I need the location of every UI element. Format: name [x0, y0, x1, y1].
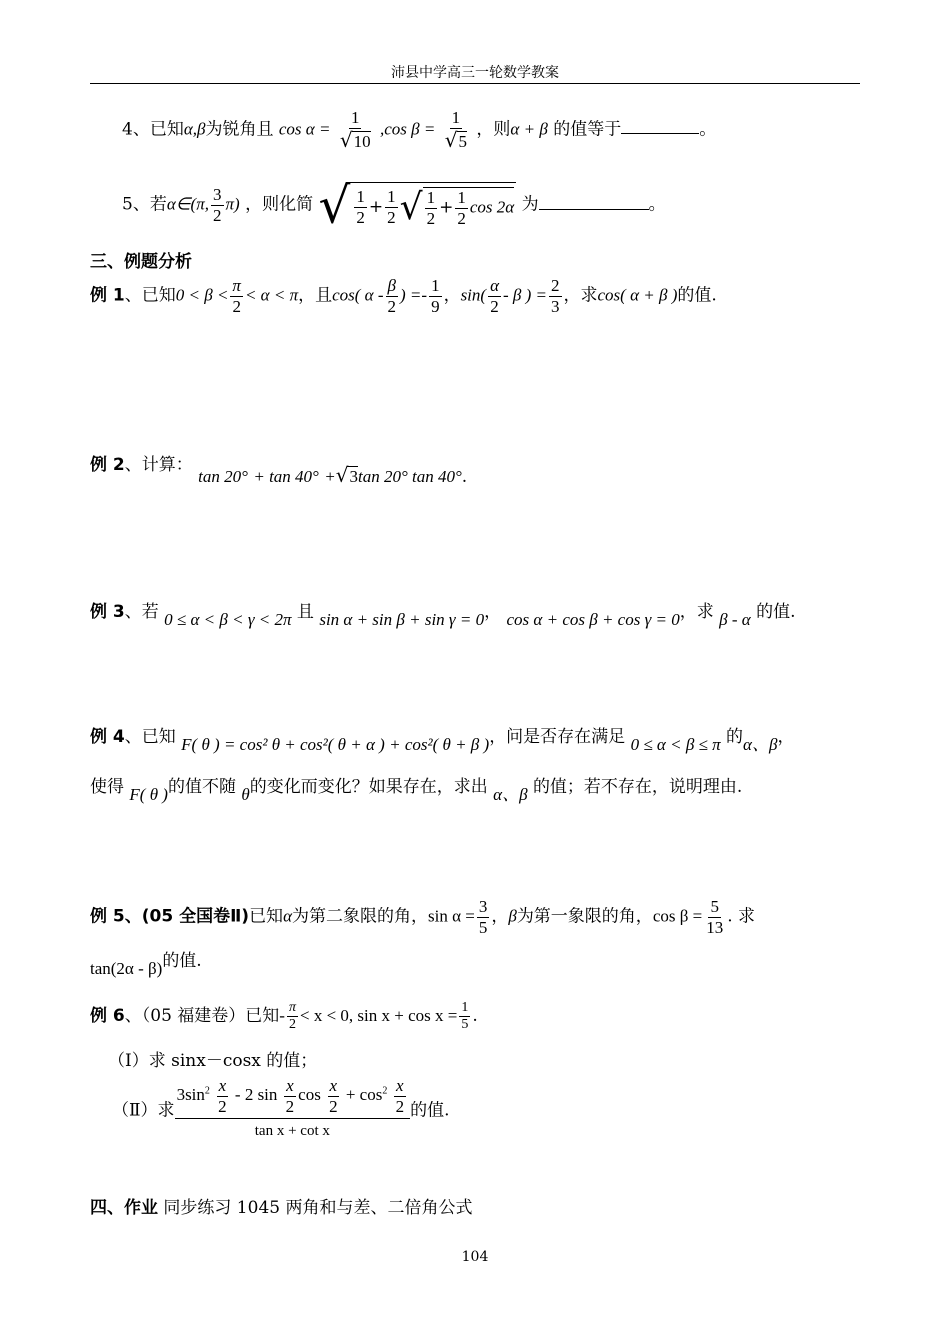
- ex1-text3: ，: [443, 285, 461, 306]
- ex6-two-2: 2: [285, 1096, 295, 1116]
- q5-half-den-3: 2: [426, 208, 436, 228]
- q5-half-2: [385, 187, 398, 227]
- ex5-label: 例 5: [90, 906, 125, 927]
- ex6-n: 1: [459, 1000, 470, 1017]
- example-2: 例 2、计算： tan 20° + tan 40° +√3tan 20° tan 40°.: [90, 455, 468, 487]
- ex1-three: 3: [551, 296, 560, 316]
- ex6-label: 例 6: [90, 1006, 125, 1027]
- ex4-theta: θ: [241, 785, 250, 804]
- ex6-part-2: [112, 1076, 882, 1140]
- ex1-two-2: 2: [387, 296, 397, 316]
- ex4-text3: 的: [726, 727, 744, 747]
- ex5-sin-alpha: sin α =: [428, 906, 475, 926]
- ex6-two-3: 2: [329, 1096, 338, 1116]
- ex1-cos-a: cos( α -: [332, 285, 384, 305]
- example-5: [90, 897, 860, 937]
- ex1-two-3: 2: [490, 296, 499, 316]
- ex6-part-1: （I）求 sinx－cosx 的值；: [108, 1051, 318, 1071]
- ex6-part2-suffix: 的值.: [410, 1100, 450, 1121]
- q5-end: 。: [648, 194, 666, 215]
- ex6-text1: 、（05 福建卷）已知: [124, 1006, 280, 1027]
- q4-end: 。: [699, 119, 717, 140]
- ex1-text4: ，求: [563, 285, 598, 306]
- ex6-d: 5: [461, 1017, 469, 1033]
- ex6-x-half-4: [394, 1076, 407, 1116]
- q4-answer-blank: [621, 133, 699, 134]
- ex3-text4: 的值.: [756, 602, 796, 622]
- q4-cos-beta: ,cos β =: [380, 119, 436, 139]
- q5-half-4: [455, 188, 468, 228]
- ex5-target: tan(2α - β): [90, 959, 163, 978]
- q5-text1: ，则化简: [245, 194, 314, 215]
- ex6-pi: π: [287, 1000, 298, 1017]
- ex6-x-half-1: [216, 1076, 229, 1116]
- ex1-target: cos( α + β ): [597, 285, 678, 305]
- ex1-nine: 9: [431, 296, 440, 316]
- q5-fraction: [211, 185, 224, 225]
- q4-num1: 1: [350, 108, 360, 127]
- ex1-two-n: 2: [551, 276, 560, 295]
- example-4-line-2: [90, 772, 860, 804]
- ex6-part2-prefix: （Ⅱ）求: [112, 1100, 175, 1121]
- ex1-sin-b: - β ) =: [503, 285, 548, 305]
- ex4-vars-2: α、β: [493, 785, 528, 804]
- q5-half-num-2: 1: [387, 187, 396, 207]
- question-4: [122, 108, 892, 152]
- ex6-one-fifth: [459, 1000, 470, 1033]
- example-3: [90, 597, 860, 629]
- ex4-function-short: F( θ ): [129, 785, 168, 804]
- ex1-alpha-half: [488, 276, 501, 316]
- ex6-two: 2: [288, 1017, 296, 1033]
- ex4-inequality: 0 ≤ α < β ≤ π: [630, 735, 721, 754]
- q5-half-3: [425, 188, 438, 228]
- q5-half-den-1: 2: [356, 208, 365, 227]
- q5-text2: 为: [521, 194, 539, 215]
- ex5-three-fifths: [477, 897, 490, 937]
- ex4-function: F( θ ) = cos² θ + cos²( θ + α ) + cos²( θ + β ): [181, 735, 490, 754]
- ex3-target: β - α: [719, 610, 751, 629]
- ex5-five-thirteenths: [704, 897, 725, 937]
- ex1-pi: π: [232, 276, 241, 295]
- ex2-end: .: [461, 467, 468, 487]
- q5-half-1: [354, 187, 367, 227]
- example-4: [90, 722, 860, 754]
- ex3-text1: 、若: [124, 602, 159, 622]
- ex1-alpha: α: [490, 276, 499, 295]
- ex1-one: 1: [431, 276, 440, 295]
- ex4-text4: ，: [777, 727, 795, 747]
- ex1-cos-b: ) =-: [400, 285, 428, 305]
- question-5: [122, 176, 892, 234]
- ex6-denominator: tan x + cot x: [254, 1123, 330, 1140]
- ex2-sqrt-arg: 3: [349, 467, 358, 486]
- page-header-title: 沛县中学高三一轮数学教案: [391, 65, 559, 81]
- q5-half-num-1: 1: [356, 187, 365, 207]
- q5-cond-a: α∈(π,: [166, 194, 209, 214]
- ex6-cond-b: < x < 0, sin x + cos x =: [299, 1006, 458, 1026]
- ex3-cos-equation: cos α + cos β + cos γ = 0: [506, 610, 680, 629]
- q5-half-den-4: 2: [457, 208, 466, 228]
- ex1-text2: ，且: [298, 285, 333, 306]
- ex6-numerator: $3\sin^2$ $\frac{x}{2}$ - 2 sin $\frac{x}{2}$ cos $\frac{x}{2}$ + $\cos^2$ $\frac{x}{2}$: [175, 1076, 411, 1119]
- q4-cos-alpha: cos α =: [278, 119, 331, 139]
- ex6-big-fraction: [175, 1076, 411, 1140]
- ex1-sin-a: sin(: [460, 285, 487, 305]
- ex4-vars: α、β: [743, 735, 778, 754]
- ex1-text5: 的值.: [677, 285, 717, 306]
- q5-cond-b: π): [225, 194, 240, 214]
- ex6-x-3: x: [329, 1076, 338, 1095]
- ex6-two-1: 2: [218, 1096, 227, 1116]
- q5-prefix: 5、若: [122, 194, 167, 215]
- q4-fraction-1: [338, 108, 373, 152]
- ex2-expr-b: + tan 40°: [253, 467, 319, 486]
- ex4-label: 例 4: [90, 727, 125, 747]
- ex5-text5: . 求: [727, 906, 756, 927]
- page-number: 104: [461, 1249, 489, 1265]
- header-rule: [90, 83, 860, 84]
- ex1-text1: 、已知: [124, 285, 176, 306]
- ex5-d2: 13: [706, 917, 724, 937]
- ex1-beta: β: [387, 276, 396, 295]
- q5-half-den-2: 2: [387, 208, 396, 227]
- example-6: [90, 1000, 860, 1033]
- ex2-label: 例 2: [90, 455, 125, 475]
- ex1-beta-half: [386, 276, 399, 316]
- ex3-text2: 且: [296, 602, 314, 622]
- ex5-alpha: α: [283, 906, 292, 926]
- example-5-line-2: [90, 946, 860, 978]
- ex2-expr-d: tan 20° tan 40°: [357, 467, 462, 486]
- ex6-pi-half: [287, 1000, 298, 1033]
- q4-den1: √10: [339, 127, 371, 152]
- ex3-label: 例 3: [90, 602, 125, 622]
- ex2-text1: 、计算：: [124, 455, 193, 475]
- section-4: [90, 1193, 860, 1218]
- q5-frac-den: 2: [213, 205, 222, 225]
- section-3-title: 三、例题分析: [90, 252, 192, 272]
- q4-num2: 1: [451, 108, 461, 127]
- q5-half-num-3: 1: [426, 187, 436, 207]
- ex4-text1: 、已知: [124, 727, 176, 747]
- ex5-n2: 5: [710, 897, 719, 916]
- example-1: [90, 276, 860, 316]
- ex1-label: 例 1: [90, 285, 125, 306]
- ex6-x-half-3: [327, 1076, 340, 1116]
- ex3-text3: ，求: [679, 602, 714, 622]
- ex4-text8: 的值；若不存在，说明理由.: [532, 777, 743, 797]
- q4-vars: α,β: [183, 119, 206, 139]
- ex1-two: 2: [232, 296, 241, 316]
- ex6-numer-b: - 2 sin: [234, 1084, 278, 1104]
- ex6-numer-d: + cos: [345, 1084, 383, 1104]
- ex1-ineq-a: 0 < β <: [175, 285, 229, 305]
- ex1-pi-half: [230, 276, 243, 316]
- ex6-two-4: 2: [395, 1096, 405, 1116]
- ex1-ineq-b: < α < π: [244, 285, 299, 305]
- ex6-numer-a: 3sin: [176, 1084, 205, 1104]
- q4-den2: √5: [444, 127, 468, 152]
- ex6-x-half-2: [284, 1076, 297, 1116]
- q5-half-num-4: 1: [457, 187, 466, 207]
- q4-text3: 的值等于: [553, 119, 622, 140]
- ex5-cos-beta: cos β =: [652, 906, 703, 926]
- ex5-beta: β: [508, 906, 517, 926]
- section-4-title: 四、作业: [90, 1198, 158, 1218]
- q5-answer-blank: [539, 209, 649, 210]
- ex6-cond-a: -: [279, 1006, 285, 1026]
- ex6-x-2: x: [286, 1076, 294, 1095]
- ex6-end: .: [472, 1006, 478, 1027]
- ex4-text2: ，问是否存在满足: [489, 727, 626, 747]
- ex5-text1: 已知: [249, 906, 284, 927]
- ex2-expr-a: tan 20°: [198, 467, 248, 486]
- ex1-two-thirds: [549, 276, 562, 316]
- ex5-text6: 的值.: [162, 951, 202, 971]
- q5-nested-radical: √ $\frac{1}{2}$ + $\frac{1}{2}$ √ $\frac{1}{2}$ + $\frac{1}{2}$ cos 2α: [318, 176, 515, 234]
- ex3-sep: ，: [484, 602, 502, 622]
- ex4-text6: 的值不随: [167, 777, 236, 797]
- ex3-inequality: 0 ≤ α < β < γ < 2π: [164, 610, 292, 629]
- q4-den2-value: 5: [458, 131, 468, 151]
- ex5-text3: ，: [491, 906, 509, 927]
- ex6-numer-c: cos: [298, 1084, 321, 1104]
- ex2-expr-c: +: [324, 467, 336, 486]
- ex6-x-1: x: [218, 1076, 227, 1095]
- ex5-text4: 为第一象限的角，: [516, 906, 653, 927]
- ex4-text5: 使得: [90, 777, 124, 797]
- ex5-d1: 5: [478, 917, 488, 937]
- q5-cos2a: cos 2α: [469, 197, 515, 217]
- ex4-text7: 的变化而变化？如果存在，求出: [249, 777, 488, 797]
- ex3-sin-equation: sin α + sin β + sin γ = 0: [319, 610, 485, 629]
- ex5-text2: 为第二象限的角，: [292, 906, 428, 927]
- q4-fraction-2: [443, 108, 469, 152]
- ex5-source: 、(05 全国卷Ⅱ): [124, 906, 250, 927]
- ex5-n1: 3: [478, 897, 488, 916]
- q4-sum: α + β: [510, 119, 548, 139]
- q5-frac-num: 3: [213, 184, 222, 204]
- ex1-one-ninth: [429, 276, 442, 316]
- q4-text2: ，则: [476, 119, 511, 140]
- q4-den1-value: 10: [353, 131, 371, 151]
- ex6-x-4: x: [396, 1076, 404, 1095]
- q4-prefix: 4、已知: [122, 119, 184, 140]
- section-4-text: 同步练习 1045 两角和与差、二倍角公式: [163, 1198, 473, 1218]
- q4-text1: 为锐角且: [205, 119, 274, 140]
